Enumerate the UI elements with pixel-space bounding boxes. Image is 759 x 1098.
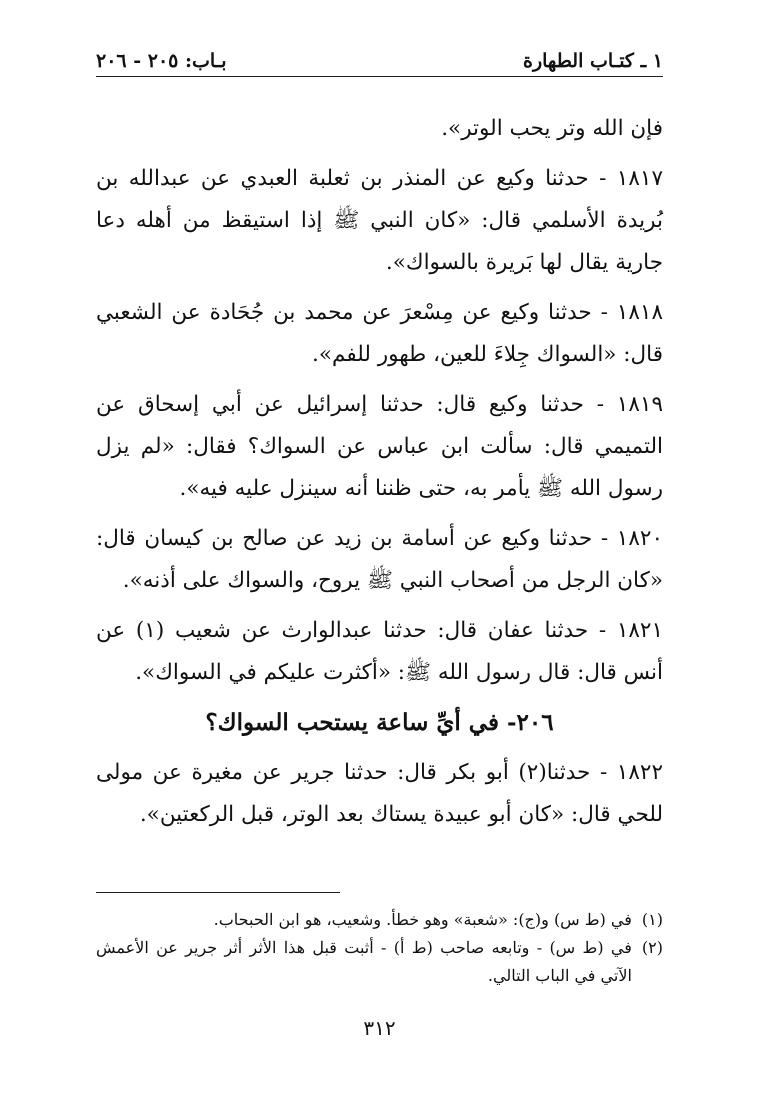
hadith-1818: ١٨١٨ - حدثنا وكيع عن مِسْعرَ عن محمد بن جُحَادة عن الشعبي قال: «السواك جِلاءَ للعين، طهور للفم».: [96, 300, 663, 367]
main-text: [96, 108, 663, 844]
footnote: [96, 906, 663, 934]
running-head: [96, 42, 663, 72]
paragraph: فإن الله وتر يحب الوتر».: [441, 116, 663, 141]
footnote-text: في (ط س) و(ج): «شعبة» وهو خطأ. وشعيب، هو ابن الحبحاب.: [213, 910, 632, 929]
book-title: ١ ـ كتـاب الطهارة: [523, 50, 663, 72]
page-number: ٣١٢: [363, 1016, 396, 1040]
hadith-1820: ١٨٢٠ - حدثنا وكيع عن أسامة بن زيد عن صالح بن كيسان قال: «كان الرجل من أصحاب النبي ﷺ يروح، والسواك على أذنه».: [96, 526, 663, 593]
footnotes: [96, 906, 663, 990]
footnote-text: في (ط س) - وتابعه صاحب (ط أ) - أثبت قبل هذا الأثر أثر جرير عن الأعمش الآتي في الباب التالي.: [96, 938, 632, 985]
section-heading: ٢٠٦- في أيِّ ساعة يستحب السواك؟: [205, 709, 554, 736]
hadith-1822: ١٨٢٢ - حدثنا(٢) أبو بكر قال: حدثنا جرير عن مغيرة عن مولى للحي قال: «كان أبو عبيدة يستاك بعد الوتر، قبل الركعتين».: [96, 760, 663, 827]
footnote-number: (١): [641, 910, 663, 929]
footnote-rule: [96, 892, 340, 893]
hadith-1821: ١٨٢١ - حدثنا عفان قال: حدثنا عبدالوارث عن شعيب (١) عن أنس قال: قال رسول الله ﷺ: «أكثرت عليكم في السواك».: [96, 618, 664, 685]
footnote-number: (٢): [641, 938, 663, 957]
hadith-1819: ١٨١٩ - حدثنا وكيع قال: حدثنا إسرائيل عن أبي إسحاق عن التميمي قال: سألت ابن عباس عن السواك؟ فقال: «لم يزل رسول الله ﷺ يأمر به، حتى ظننا أنه سينزل عليه فيه».: [96, 392, 663, 501]
header-rule: [96, 76, 663, 77]
hadith-1817: ١٨١٧ - حدثنا وكيع عن المنذر بن ثعلبة العبدي عن عبدالله بن بُريدة الأسلمي قال: «كان النبي ﷺ إذا استيقظ من أهله دعا جارية يقال لها بَريرة بالسواك».: [96, 166, 663, 275]
chapter-reference: بـاب: ٢٠٥ - ٢٠٦: [96, 50, 227, 72]
footnote: [96, 934, 663, 990]
